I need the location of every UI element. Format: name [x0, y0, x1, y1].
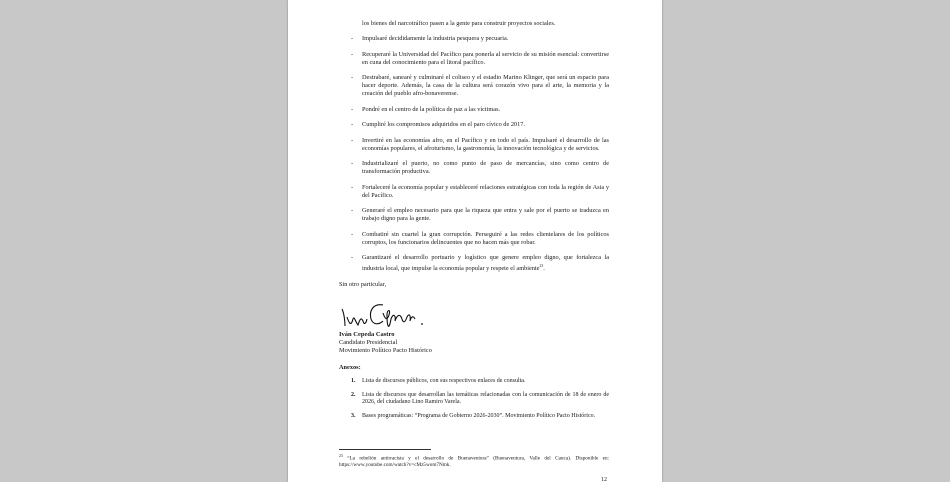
list-item: - Recuperaré la Universidad del Pacífico para ponerla al servicio de su misión esencial: convertirse en cuna del conocimiento para el litoral pacífico. [351, 50, 609, 66]
proposal-list [339, 35, 609, 273]
bullet-marker: - [351, 160, 354, 167]
signer-title: Candidato Presidencial [339, 338, 398, 346]
bullet-marker: - [351, 74, 354, 81]
bullet-marker: - [351, 35, 354, 42]
list-item: 2. Lista de discursos que desarrollan las temáticas relacionadas con la comunicación de 18 de enero de 2026, del ciudadano Lino Ramiro Varela. [351, 391, 609, 406]
list-item: - Destrabaré, sanearé y culminaré el coliseo y el estadio Marino Klinger, que será un espacio para hacer deporte. Además, la casa de la cultura será corazón vivo para el arte, la memoria y la creación del pueblo afro-bonaverense. [351, 74, 609, 97]
bullet-marker: - [351, 121, 354, 128]
signature-drawing [339, 297, 431, 331]
annexes-heading: Anexos: [339, 363, 361, 371]
footnote-ref: 23 [539, 264, 544, 268]
bullet-marker: - [351, 254, 354, 261]
list-item: - Industrializaré el puerto, no como punto de paso de mercancías, sino como centro de transformación productiva. [351, 160, 609, 175]
document-page [288, 0, 662, 482]
list-item: - Impulsaré decididamente la industria pesquera y pecuaria. [351, 35, 509, 42]
list-item: 1. Lista de discursos públicos, con sus respectivos enlaces de consulta. [351, 377, 526, 384]
footnote-divider [339, 449, 431, 450]
annex-list [339, 378, 609, 421]
closing-text: Sin otro particular, [339, 280, 387, 288]
annex-number: 3. [351, 413, 356, 420]
signature-image [339, 297, 609, 331]
annex-number: 1. [351, 377, 356, 384]
bullet-marker: - [351, 207, 354, 214]
list-item: - Generaré el empleo necesario para que la riqueza que entra y sale por el puerto se traduzca en trabajo digno para la gente. [351, 207, 609, 222]
footnote-text: “La rebelión antirracista y el desarrollo de Buenaventura” (Buenaventura, Valle del Cauca). Disponible en: https://www.youtube.com/watch?v=cMz5wom7Nmk. [339, 455, 609, 469]
signer-organization: Movimiento Político Pacto Histórico [339, 346, 432, 354]
list-item: 3. Bases programáticas: “Programa de Gobierno 2026-2030”. Movimiento Político Pacto Histórico. [351, 413, 596, 420]
continuation-text: los bienes del narcotráfico pasen a la gente para construir proyectos sociales. [362, 20, 556, 27]
list-item: - Combatiré sin cuartel la gran corrupción. Perseguiré a las redes clientelares de los políticos corruptos, los funcionarios delincuentes que no hacen más que robar. [351, 230, 609, 246]
page-content [339, 20, 609, 427]
page-number: 12 [601, 477, 607, 482]
footnote-number: 23 [339, 454, 343, 458]
list-item: - Fortaleceré la economía popular y estableceré relaciones estratégicas con toda la región de Asia y del Pacífico. [351, 183, 609, 199]
bullet-marker: - [351, 105, 354, 113]
list-item: - Garantizaré el desarrollo portuario y logístico que genere empleo digno, que fortalezca la industria local, que impulse la economía popular y respete el ambiente$^{23}$. [351, 254, 609, 273]
footnote [339, 453, 609, 469]
list-item: - Pondré en el centro de la política de paz a las víctimas. [351, 105, 501, 113]
annex-number: 2. [351, 391, 356, 398]
list-item: - Invertiré en las economías afro, en el Pacífico y en todo el país. Impulsaré el desarrollo de las economías populares, el afroturismo, la gastronomía, la innovación tecnológica y de servicios. [351, 136, 609, 152]
bullet-marker: - [351, 183, 354, 191]
bullet-marker: - [351, 136, 354, 144]
bullet-marker: - [351, 230, 354, 238]
list-item: - Cumpliré los compromisos adquiridos en el paro cívico de 2017. [351, 121, 525, 128]
signer-name: Iván Cepeda Castro [339, 330, 395, 338]
bullet-marker: - [351, 50, 354, 58]
